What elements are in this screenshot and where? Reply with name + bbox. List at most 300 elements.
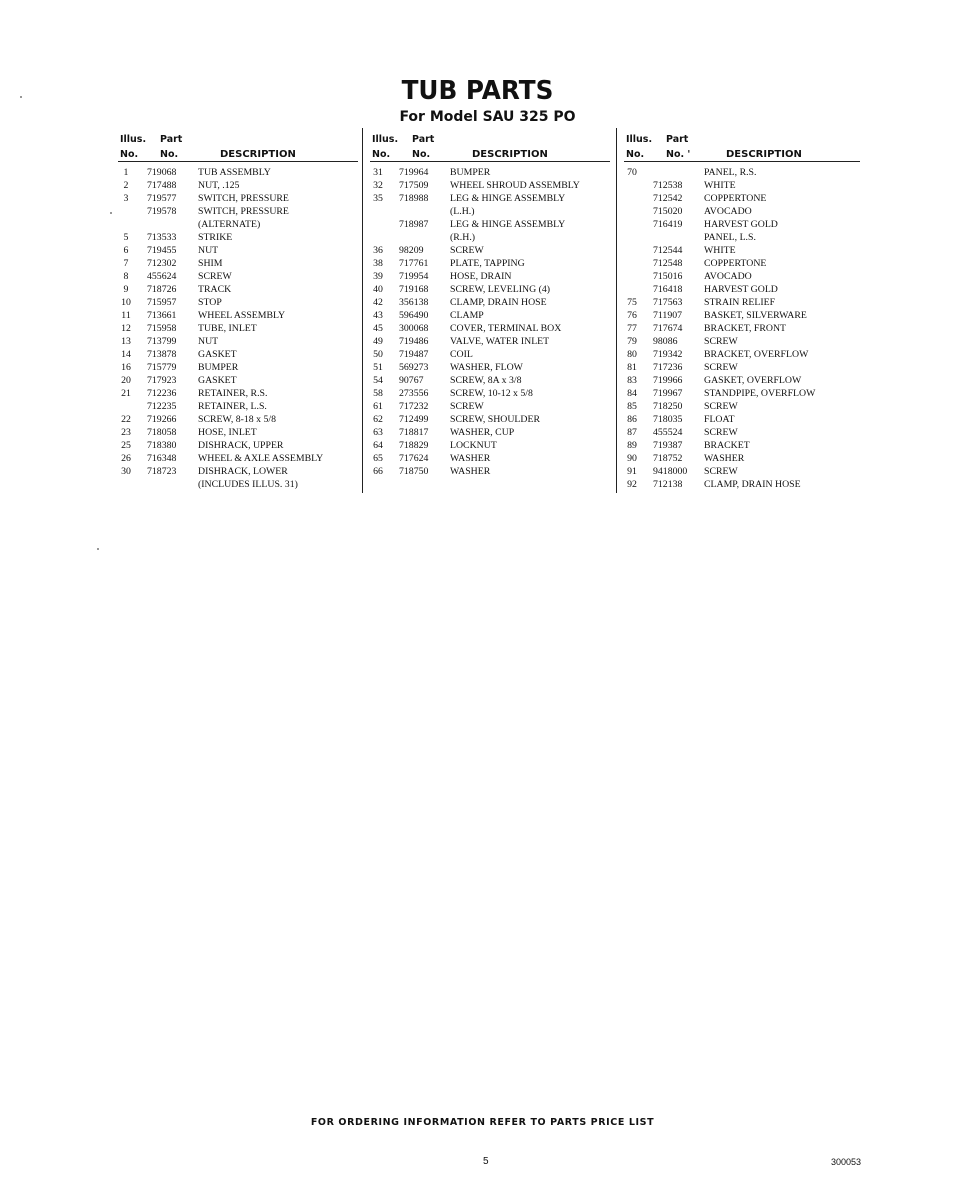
column-header (118, 132, 358, 162)
part-number: 718723 (147, 466, 177, 477)
header-illus-no: No. (626, 149, 645, 160)
part-description: SCREW, SHOULDER (450, 414, 540, 425)
illus-number: 31 (373, 167, 383, 178)
parts-row (118, 283, 358, 296)
header-rule (624, 161, 860, 162)
part-description: WHEEL ASSEMBLY (198, 310, 286, 321)
column-divider (616, 128, 617, 493)
part-description: WHEEL SHROUD ASSEMBLY (450, 180, 580, 191)
part-number: 596490 (399, 310, 429, 321)
part-number: 718752 (653, 453, 683, 464)
header-part: Part (412, 134, 435, 145)
part-description: FLOAT (704, 414, 735, 425)
parts-column-3 (624, 132, 860, 491)
parts-row (370, 231, 610, 244)
part-description: TRACK (198, 284, 232, 295)
part-number: 712138 (653, 479, 683, 490)
parts-row (624, 309, 860, 322)
part-description: AVOCADO (704, 271, 752, 282)
part-description: SCREW (198, 271, 232, 282)
part-number: 455524 (653, 427, 683, 438)
part-number: 717923 (147, 375, 177, 386)
header-part: Part (160, 134, 183, 145)
parts-row (118, 257, 358, 270)
part-number: 717509 (399, 180, 429, 191)
part-number: 719578 (147, 206, 177, 217)
illus-number: 45 (373, 323, 383, 334)
scan-speck (97, 548, 99, 550)
part-number: 718726 (147, 284, 177, 295)
illus-number: 51 (373, 362, 383, 373)
page-subtitle: For Model SAU 325 PO (399, 109, 576, 125)
parts-row (370, 452, 610, 465)
illus-number: 50 (373, 349, 383, 360)
part-number: 718380 (147, 440, 177, 451)
parts-row (118, 296, 358, 309)
part-number: 712499 (399, 414, 429, 425)
parts-row (370, 335, 610, 348)
parts-row (118, 231, 358, 244)
illus-number: 10 (121, 297, 131, 308)
part-number: 712548 (653, 258, 683, 269)
part-description: SWITCH, PRESSURE (198, 193, 289, 204)
part-number: 716419 (653, 219, 683, 230)
part-number: 718035 (653, 414, 683, 425)
parts-row (624, 322, 860, 335)
part-description: COIL (450, 349, 473, 360)
illus-number: 43 (373, 310, 383, 321)
illus-number: 65 (373, 453, 383, 464)
part-description: WASHER, CUP (450, 427, 515, 438)
header-illus: Illus. (626, 134, 653, 145)
parts-row (118, 205, 358, 218)
part-description: (INCLUDES ILLUS. 31) (198, 479, 298, 490)
part-description: NUT (198, 245, 219, 256)
part-description: WHITE (704, 180, 736, 191)
header-illus-no: No. (120, 149, 139, 160)
part-description: (R.H.) (450, 232, 476, 243)
part-number: 719068 (147, 167, 177, 178)
part-number: 719487 (399, 349, 429, 360)
part-description: PANEL, L.S. (704, 232, 756, 243)
parts-row (624, 413, 860, 426)
illus-number: 25 (121, 440, 131, 451)
parts-row (118, 335, 358, 348)
parts-list (118, 162, 358, 491)
parts-row (118, 322, 358, 335)
header-illus: Illus. (372, 134, 399, 145)
parts-row (624, 244, 860, 257)
part-description: CLAMP, DRAIN HOSE (704, 479, 801, 490)
page-number: 5 (483, 1156, 489, 1167)
part-description: SCREW (704, 362, 738, 373)
parts-row (370, 400, 610, 413)
part-number: 715016 (653, 271, 683, 282)
illus-number: 21 (121, 388, 131, 399)
illus-number: 64 (373, 440, 383, 451)
parts-row (370, 205, 610, 218)
parts-row (624, 426, 860, 439)
part-description: SCREW (704, 336, 738, 347)
illus-number: 92 (627, 479, 637, 490)
part-number: 712538 (653, 180, 683, 191)
part-description: SCREW, 10-12 x 5/8 (450, 388, 533, 399)
illus-number: 39 (373, 271, 383, 282)
illus-number: 32 (373, 180, 383, 191)
illus-number: 2 (123, 180, 129, 191)
part-description: WASHER (450, 453, 491, 464)
part-description: BRACKET, OVERFLOW (704, 349, 809, 360)
header-part-no: No. (160, 149, 179, 160)
illus-number: 3 (123, 193, 129, 204)
part-number: 717236 (653, 362, 683, 373)
part-description: DISHRACK, UPPER (198, 440, 284, 451)
parts-row (118, 465, 358, 478)
part-description: DISHRACK, LOWER (198, 466, 288, 477)
illus-number: 5 (123, 232, 129, 243)
part-description: LEG & HINGE ASSEMBLY (450, 219, 566, 230)
part-description: RETAINER, R.S. (198, 388, 268, 399)
part-description: PANEL, R.S. (704, 167, 757, 178)
part-number: 719266 (147, 414, 177, 425)
part-description: HARVEST GOLD (704, 284, 778, 295)
parts-row (370, 439, 610, 452)
illus-number: 8 (123, 271, 129, 282)
part-description: HOSE, DRAIN (450, 271, 512, 282)
part-description: SWITCH, PRESSURE (198, 206, 289, 217)
part-number: 717674 (653, 323, 683, 334)
part-description: STRAIN RELIEF (704, 297, 776, 308)
illus-number: 14 (121, 349, 131, 360)
part-number: 712544 (653, 245, 683, 256)
parts-row (624, 166, 860, 179)
part-number: 569273 (399, 362, 429, 373)
parts-row (624, 283, 860, 296)
part-description: TUBE, INLET (198, 323, 257, 334)
part-description: GASKET (198, 375, 237, 386)
parts-row (624, 452, 860, 465)
part-number: 719387 (653, 440, 683, 451)
part-description: NUT, .125 (198, 180, 240, 191)
part-number: 712235 (147, 401, 177, 412)
header-part: Part (666, 134, 689, 145)
part-description: VALVE, WATER INLET (450, 336, 550, 347)
illus-number: 12 (121, 323, 131, 334)
illus-number: 38 (373, 258, 383, 269)
header-description: DESCRIPTION (220, 149, 296, 160)
parts-row (118, 413, 358, 426)
header-description: DESCRIPTION (726, 149, 802, 160)
part-description: SCREW (704, 466, 738, 477)
part-description: STANDPIPE, OVERFLOW (704, 388, 816, 399)
parts-row (370, 348, 610, 361)
column-header (370, 132, 610, 162)
part-number: 719486 (399, 336, 429, 347)
illus-number: 76 (627, 310, 637, 321)
part-description: HARVEST GOLD (704, 219, 778, 230)
header-part-no: No. ' (666, 149, 691, 160)
part-number: 715957 (147, 297, 177, 308)
part-description: WHITE (704, 245, 736, 256)
parts-row (118, 244, 358, 257)
parts-row (624, 296, 860, 309)
illus-number: 30 (121, 466, 131, 477)
part-number: 711907 (653, 310, 683, 321)
part-description: RETAINER, L.S. (198, 401, 267, 412)
part-description: GASKET, OVERFLOW (704, 375, 802, 386)
illus-number: 80 (627, 349, 637, 360)
part-number: 713799 (147, 336, 177, 347)
part-number: 715779 (147, 362, 177, 373)
illus-number: 58 (373, 388, 383, 399)
part-description: (ALTERNATE) (198, 219, 261, 230)
parts-row (370, 218, 610, 231)
illus-number: 54 (373, 375, 383, 386)
part-number: 719168 (399, 284, 429, 295)
part-number: 718988 (399, 193, 429, 204)
parts-row (118, 439, 358, 452)
illus-number: 79 (627, 336, 637, 347)
parts-list (370, 162, 610, 478)
part-description: LOCKNUT (450, 440, 497, 451)
part-number: 90767 (399, 375, 424, 386)
illus-number: 70 (627, 167, 637, 178)
part-description: STOP (198, 297, 222, 308)
part-description: AVOCADO (704, 206, 752, 217)
parts-row (118, 166, 358, 179)
part-number: 717563 (653, 297, 683, 308)
part-description: SCREW (450, 401, 484, 412)
illus-number: 77 (627, 323, 637, 334)
part-number: 717232 (399, 401, 429, 412)
parts-row (118, 478, 358, 491)
parts-row (118, 192, 358, 205)
part-number: 719577 (147, 193, 177, 204)
parts-row (624, 179, 860, 192)
parts-row (118, 218, 358, 231)
part-number: 713878 (147, 349, 177, 360)
parts-row (624, 348, 860, 361)
part-number: 273556 (399, 388, 429, 399)
parts-row (118, 426, 358, 439)
parts-column-1 (118, 132, 358, 491)
part-number: 717488 (147, 180, 177, 191)
illus-number: 49 (373, 336, 383, 347)
part-description: BUMPER (450, 167, 491, 178)
illus-number: 86 (627, 414, 637, 425)
part-number: 98209 (399, 245, 424, 256)
part-description: TUB ASSEMBLY (198, 167, 271, 178)
illus-number: 11 (121, 310, 131, 321)
part-description: SCREW (450, 245, 484, 256)
illus-number: 23 (121, 427, 131, 438)
illus-number: 90 (627, 453, 637, 464)
part-description: BRACKET, FRONT (704, 323, 787, 334)
part-number: 98086 (653, 336, 678, 347)
part-number: 719342 (653, 349, 683, 360)
header-part-no: No. (412, 149, 431, 160)
part-description: CLAMP (450, 310, 484, 321)
illus-number: 66 (373, 466, 383, 477)
part-number: 300068 (399, 323, 429, 334)
parts-row (118, 387, 358, 400)
part-description: SCREW, 8A x 3/8 (450, 375, 522, 386)
header-illus-no: No. (372, 149, 391, 160)
part-number: 718750 (399, 466, 429, 477)
part-number: 717761 (399, 258, 429, 269)
part-description: COPPERTONE (704, 193, 767, 204)
parts-row (118, 374, 358, 387)
part-description: BASKET, SILVERWARE (704, 310, 807, 321)
part-description: LEG & HINGE ASSEMBLY (450, 193, 566, 204)
illus-number: 81 (627, 362, 637, 373)
parts-row (370, 244, 610, 257)
part-description: WASHER (704, 453, 745, 464)
illus-number: 91 (627, 466, 637, 477)
header-illus: Illus. (120, 134, 147, 145)
parts-row (370, 322, 610, 335)
part-number: 717624 (399, 453, 429, 464)
part-number: 719966 (653, 375, 683, 386)
illus-number: 63 (373, 427, 383, 438)
part-number: 715020 (653, 206, 683, 217)
part-number: 9418000 (653, 466, 688, 477)
illus-number: 7 (123, 258, 129, 269)
part-description: BRACKET (704, 440, 750, 451)
part-number: 718058 (147, 427, 177, 438)
parts-row (624, 400, 860, 413)
parts-row (624, 361, 860, 374)
illus-number: 85 (627, 401, 637, 412)
parts-row (118, 361, 358, 374)
parts-row (624, 465, 860, 478)
illus-number: 75 (627, 297, 637, 308)
parts-row (624, 270, 860, 283)
part-number: 716348 (147, 453, 177, 464)
part-description: CLAMP, DRAIN HOSE (450, 297, 547, 308)
parts-row (624, 478, 860, 491)
illus-number: 1 (123, 167, 129, 178)
parts-row (118, 309, 358, 322)
part-number: 719954 (399, 271, 429, 282)
part-description: WASHER, FLOW (450, 362, 523, 373)
parts-row (370, 270, 610, 283)
parts-row (624, 192, 860, 205)
illus-number: 62 (373, 414, 383, 425)
parts-row (370, 166, 610, 179)
parts-row (370, 361, 610, 374)
part-description: (L.H.) (450, 206, 475, 217)
part-number: 718817 (399, 427, 429, 438)
parts-row (118, 179, 358, 192)
header-description: DESCRIPTION (472, 149, 548, 160)
scan-speck (20, 96, 22, 98)
illus-number: 36 (373, 245, 383, 256)
parts-row (118, 270, 358, 283)
part-description: SHIM (198, 258, 223, 269)
parts-row (370, 257, 610, 270)
parts-row (370, 413, 610, 426)
part-description: SCREW, 8-18 x 5/8 (198, 414, 277, 425)
header-rule (370, 161, 610, 162)
column-divider (362, 128, 363, 493)
part-description: SCREW, LEVELING (4) (450, 284, 551, 295)
parts-row (624, 335, 860, 348)
part-number: 719455 (147, 245, 177, 256)
parts-row (370, 283, 610, 296)
parts-row (370, 296, 610, 309)
part-number: 716418 (653, 284, 683, 295)
parts-row (370, 309, 610, 322)
parts-row (118, 400, 358, 413)
part-description: NUT (198, 336, 219, 347)
illus-number: 84 (627, 388, 637, 399)
part-number: 718829 (399, 440, 429, 451)
part-number: 719967 (653, 388, 683, 399)
part-description: BUMPER (198, 362, 239, 373)
illus-number: 22 (121, 414, 131, 425)
parts-row (624, 218, 860, 231)
part-number: 715958 (147, 323, 177, 334)
part-description: PLATE, TAPPING (450, 258, 525, 269)
part-description: SCREW (704, 401, 738, 412)
parts-row (370, 387, 610, 400)
document-number: 300053 (831, 1157, 862, 1167)
page-title: TUB PARTS (401, 76, 554, 106)
illus-number: 42 (373, 297, 383, 308)
part-number: 712302 (147, 258, 177, 269)
parts-row (624, 387, 860, 400)
scan-speck (110, 212, 112, 214)
illus-number: 13 (121, 336, 131, 347)
parts-row (370, 374, 610, 387)
parts-row (624, 231, 860, 244)
parts-row (624, 439, 860, 452)
parts-row (118, 348, 358, 361)
column-header (624, 132, 860, 162)
part-number: 712236 (147, 388, 177, 399)
illus-number: 83 (627, 375, 637, 386)
parts-row (118, 452, 358, 465)
parts-column-2 (370, 132, 610, 478)
illus-number: 20 (121, 375, 131, 386)
illus-number: 6 (123, 245, 129, 256)
part-description: STRIKE (198, 232, 233, 243)
part-description: HOSE, INLET (198, 427, 257, 438)
illus-number: 87 (627, 427, 637, 438)
parts-row (370, 179, 610, 192)
ordering-footer: FOR ORDERING INFORMATION REFER TO PARTS PRICE LIST (310, 1117, 655, 1128)
parts-row (370, 192, 610, 205)
header-rule (118, 161, 358, 162)
part-number: 719964 (399, 167, 429, 178)
parts-row (624, 257, 860, 270)
part-description: WASHER (450, 466, 491, 477)
part-number: 718250 (653, 401, 683, 412)
part-number: 455624 (147, 271, 177, 282)
part-number: 712542 (653, 193, 683, 204)
part-number: 356138 (399, 297, 429, 308)
illus-number: 89 (627, 440, 637, 451)
part-description: WHEEL & AXLE ASSEMBLY (198, 453, 324, 464)
illus-number: 26 (121, 453, 131, 464)
parts-row (370, 465, 610, 478)
parts-row (624, 205, 860, 218)
part-description: GASKET (198, 349, 237, 360)
illus-number: 40 (373, 284, 383, 295)
illus-number: 61 (373, 401, 383, 412)
part-description: SCREW (704, 427, 738, 438)
